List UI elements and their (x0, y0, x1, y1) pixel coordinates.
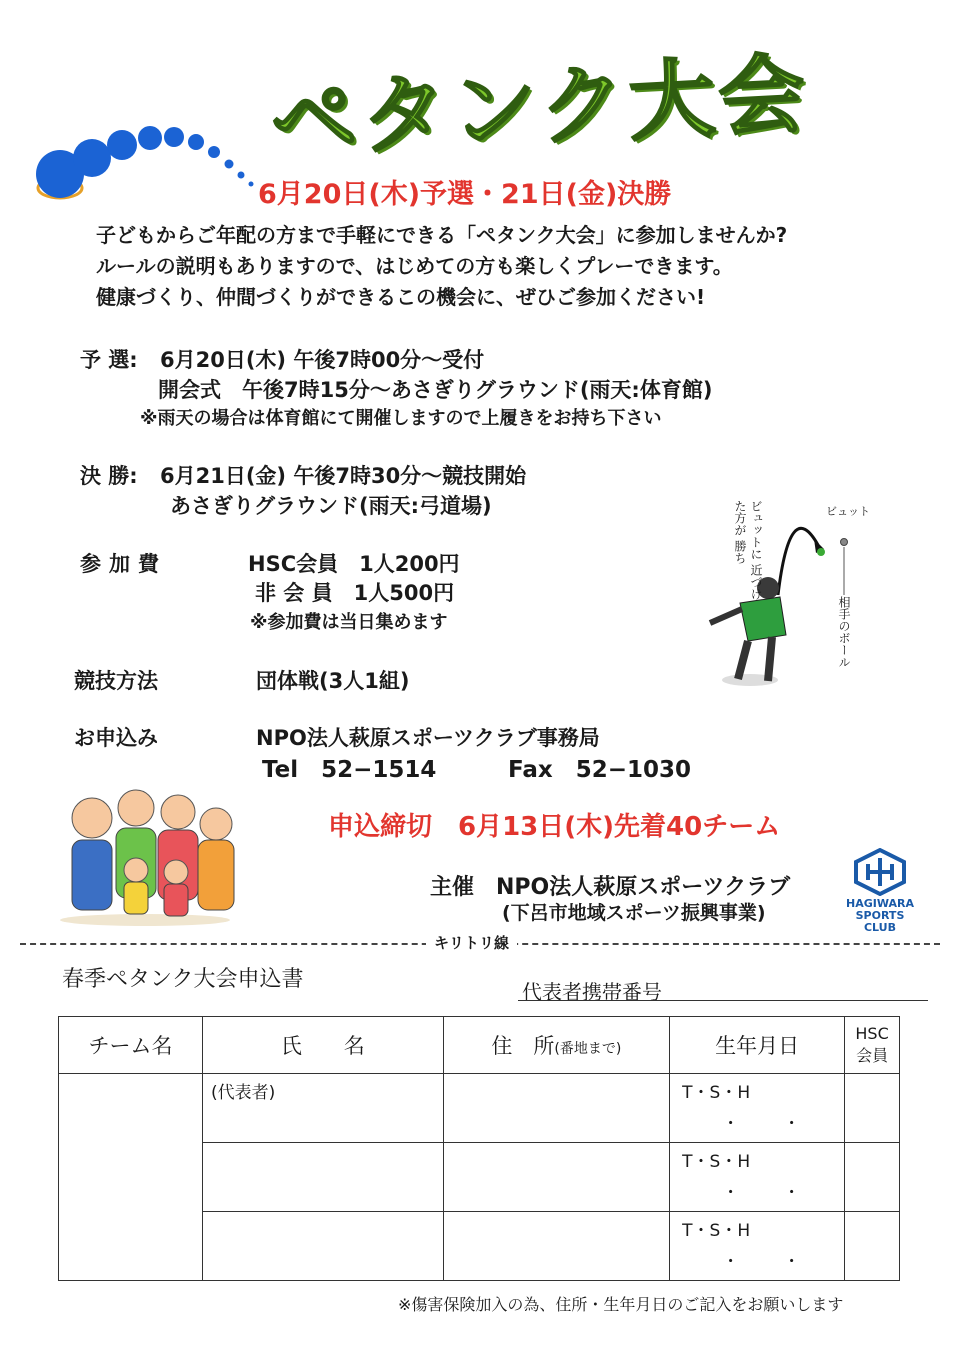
fee-nonmember: 非 会 員 1人500円 (255, 581, 455, 605)
logo-line: SPORTS CLUB (855, 909, 905, 934)
qualifier-note: ※雨天の場合は体育館にて開催しますので上履きをお持ち下さい (140, 408, 662, 429)
hsc-cell[interactable] (845, 1074, 900, 1143)
header-address-note: (番地まで) (554, 1041, 622, 1057)
header-hsc (845, 1017, 900, 1074)
name-cell[interactable] (203, 1212, 444, 1281)
caption-line: 勝ち (733, 539, 747, 564)
apply-fax: Fax 52−1030 (508, 757, 692, 783)
caption-line: 近づけた方が (733, 500, 763, 600)
intro-text (96, 220, 787, 313)
final-venue: あさぎりグラウンド(雨天:弓道場) (170, 494, 492, 518)
date-dots: ・・ (722, 1252, 845, 1272)
era-options: T・S・H (682, 1083, 751, 1103)
header-team: チーム名 (59, 1017, 203, 1074)
fee-label: 参加費 (80, 552, 167, 576)
representative-label: (代表者) (211, 1083, 276, 1103)
qualifier-opening: 開会式 午後7時15分～あさぎりグラウンド(雨天:体育館) (158, 378, 713, 402)
caption-line: ビュットに (749, 500, 763, 560)
phone-label: 代表者携帯番号 (522, 980, 662, 1004)
intro-line: 子どもからご年配の方まで手軽にできる「ペタンク大会」に参加しませんか? (96, 223, 788, 247)
hagiwara-logo-icon (852, 848, 908, 896)
era-options: T・S・H (682, 1221, 751, 1241)
birth-cell[interactable] (670, 1074, 845, 1143)
method-label: 競技方法 (74, 669, 158, 693)
address-cell[interactable] (443, 1143, 670, 1212)
cut-line-label: キリトリ線 (426, 932, 517, 953)
logo-line: HAGIWARA (846, 897, 914, 910)
footnote: ※傷害保険加入の為、住所・生年月日のご記入をお願いします (398, 1295, 844, 1314)
butt-label: ビュット (826, 505, 870, 518)
final-time: 6月21日(金) 午後7時30分～競技開始 (160, 464, 527, 488)
organizer-sub: (下呂市地域スポーツ振興事業) (502, 902, 766, 924)
table-row (59, 1074, 900, 1143)
apply-org: NPO法人萩原スポーツクラブ事務局 (256, 726, 600, 750)
event-dates: 6月20日(木)予選・21日(金)決勝 (258, 179, 672, 210)
fee-note: ※参加費は当日集めます (250, 612, 448, 633)
family-illustration (50, 778, 240, 928)
event-title: ペタンク大会 (268, 44, 812, 173)
address-cell[interactable] (443, 1212, 670, 1281)
header-birth: 生年月日 (670, 1017, 845, 1074)
intro-line: 健康づくり、仲間づくりができるこの機会に、ぜひご参加ください! (96, 285, 706, 309)
date-dots: ・・ (722, 1183, 845, 1203)
illustration-caption (698, 500, 764, 610)
apply-label: お申込み (74, 726, 158, 750)
organizer: 主催 NPO法人萩原スポーツクラブ (430, 875, 791, 900)
deadline: 申込締切 6月13日(木)先着40チーム (328, 812, 781, 842)
header-hsc-line: 会員 (856, 1046, 889, 1065)
era-options: T・S・H (682, 1152, 751, 1172)
registration-table (58, 1016, 900, 1281)
phone-input-line[interactable] (518, 1000, 928, 1001)
opponent-ball-label: 相手のボール (837, 596, 851, 668)
date-dots: ・・ (722, 1114, 845, 1134)
form-title: 春季ペタンク大会申込書 (62, 967, 304, 992)
header-hsc-line: HSC (855, 1024, 889, 1043)
apply-tel: Tel 52−1514 (262, 757, 437, 783)
final-label: 決 勝: (80, 464, 138, 488)
address-cell[interactable] (443, 1074, 670, 1143)
header-name: 氏 名 (203, 1017, 444, 1074)
header-address-label: 住 所 (491, 1034, 555, 1058)
fee-member: HSC会員 1人200円 (248, 552, 460, 576)
birth-cell[interactable] (670, 1143, 845, 1212)
qualifier-label: 予 選: (80, 348, 138, 372)
table-header-row (59, 1017, 900, 1074)
name-cell[interactable] (203, 1143, 444, 1212)
method-value: 団体戦(3人1組) (256, 669, 410, 693)
hagiwara-logo-text (842, 898, 918, 934)
name-cell[interactable] (203, 1074, 444, 1143)
intro-line: ルールの説明もありますので、はじめての方も楽しくプレーできます。 (96, 254, 733, 278)
hsc-cell[interactable] (845, 1143, 900, 1212)
petanque-balls-decoration (30, 118, 260, 208)
hsc-cell[interactable] (845, 1212, 900, 1281)
team-name-cell[interactable] (59, 1074, 203, 1281)
header-address (443, 1017, 670, 1074)
birth-cell[interactable] (670, 1212, 845, 1281)
qualifier-time: 6月20日(木) 午後7時00分～受付 (160, 348, 485, 372)
